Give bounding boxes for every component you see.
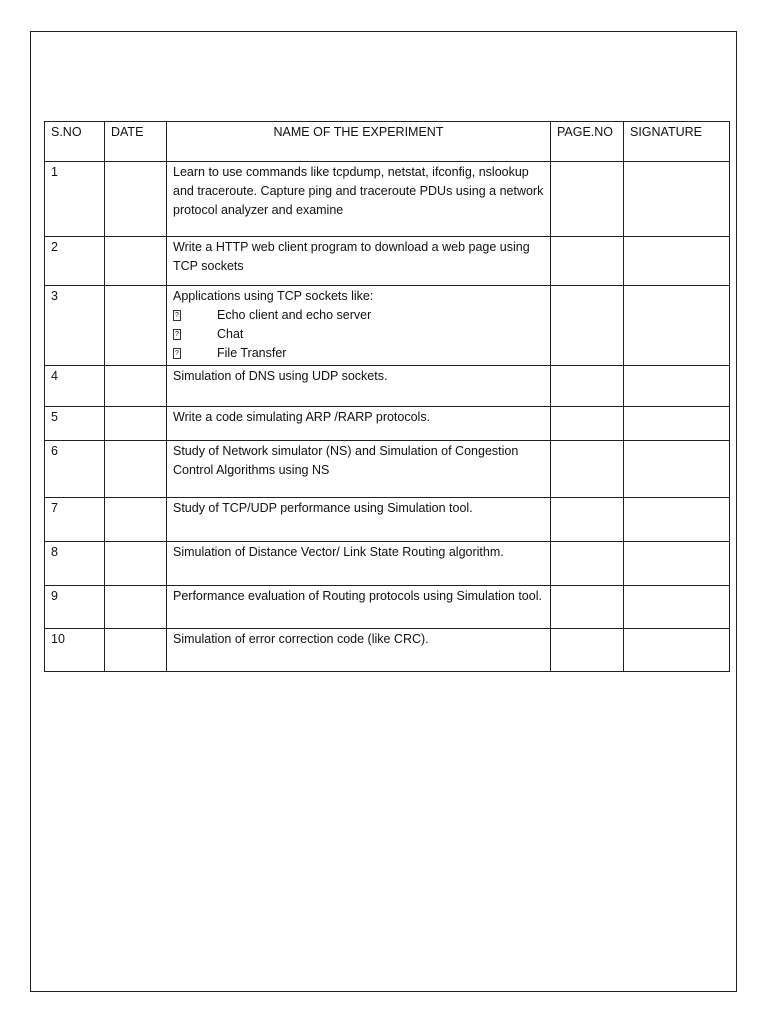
cell-signature: [624, 237, 730, 286]
table-row: [45, 407, 730, 441]
cell-sno: 5: [45, 407, 105, 441]
cell-page-no: [551, 286, 624, 366]
table-row: [45, 441, 730, 498]
cell-signature: [624, 629, 730, 672]
list-item: [173, 344, 544, 363]
cell-signature: [624, 586, 730, 629]
cell-page-no: [551, 441, 624, 498]
table-row: [45, 498, 730, 542]
table-row: [45, 162, 730, 237]
cell-signature: [624, 162, 730, 237]
header-sno: S.NO: [45, 122, 105, 162]
missing-glyph-icon: ?: [173, 310, 181, 321]
cell-signature: [624, 498, 730, 542]
cell-sno: 1: [45, 162, 105, 237]
cell-page-no: [551, 542, 624, 586]
cell-date: [105, 586, 167, 629]
cell-sno: 9: [45, 586, 105, 629]
cell-signature: [624, 441, 730, 498]
list-item-label: Echo client and echo server: [217, 308, 372, 322]
cell-sno: 10: [45, 629, 105, 672]
header-page-no: PAGE.NO: [551, 122, 624, 162]
table-header-row: [45, 122, 730, 162]
cell-signature: [624, 286, 730, 366]
cell-page-no: [551, 407, 624, 441]
cell-page-no: [551, 237, 624, 286]
cell-date: [105, 542, 167, 586]
cell-date: [105, 162, 167, 237]
cell-experiment: Simulation of Distance Vector/ Link State Routing algorithm.: [167, 542, 551, 586]
cell-sno: 3: [45, 286, 105, 366]
cell-experiment: Study of Network simulator (NS) and Simulation of Congestion Control Algorithms using NS: [167, 441, 551, 498]
cell-page-no: [551, 586, 624, 629]
cell-date: [105, 407, 167, 441]
cell-experiment: Simulation of DNS using UDP sockets.: [167, 366, 551, 407]
experiment-index-table: [44, 121, 730, 672]
cell-experiment: Simulation of error correction code (like CRC).: [167, 629, 551, 672]
cell-page-no: [551, 162, 624, 237]
table-row: [45, 237, 730, 286]
cell-page-no: [551, 498, 624, 542]
cell-signature: [624, 542, 730, 586]
cell-experiment: [167, 286, 551, 366]
table-row: [45, 629, 730, 672]
experiment-sub-list: [173, 306, 544, 363]
cell-experiment: Learn to use commands like tcpdump, netstat, ifconfig, nslookup and traceroute. Capture ping and traceroute PDUs using a network protocol analyzer and examine: [167, 162, 551, 237]
list-item-label: File Transfer: [217, 346, 287, 360]
list-item-label: Chat: [217, 327, 244, 341]
table-row: [45, 586, 730, 629]
cell-experiment: Performance evaluation of Routing protocols using Simulation tool.: [167, 586, 551, 629]
cell-page-no: [551, 366, 624, 407]
cell-experiment: Write a code simulating ARP /RARP protocols.: [167, 407, 551, 441]
table-row: [45, 366, 730, 407]
cell-sno: 7: [45, 498, 105, 542]
cell-signature: [624, 407, 730, 441]
cell-experiment: Write a HTTP web client program to download a web page using TCP sockets: [167, 237, 551, 286]
list-item: [173, 325, 544, 344]
cell-date: [105, 237, 167, 286]
cell-sno: 2: [45, 237, 105, 286]
missing-glyph-icon: ?: [173, 329, 181, 340]
list-item: [173, 306, 544, 325]
table-row: [45, 542, 730, 586]
cell-signature: [624, 366, 730, 407]
header-signature: SIGNATURE: [624, 122, 730, 162]
missing-glyph-icon: ?: [173, 348, 181, 359]
header-date: DATE: [105, 122, 167, 162]
cell-date: [105, 286, 167, 366]
cell-sno: 6: [45, 441, 105, 498]
cell-date: [105, 441, 167, 498]
cell-date: [105, 629, 167, 672]
cell-date: [105, 498, 167, 542]
experiment-intro: Applications using TCP sockets like:: [173, 289, 374, 303]
cell-page-no: [551, 629, 624, 672]
cell-sno: 4: [45, 366, 105, 407]
cell-experiment: Study of TCP/UDP performance using Simulation tool.: [167, 498, 551, 542]
cell-date: [105, 366, 167, 407]
table-row: [45, 286, 730, 366]
header-experiment-name: NAME OF THE EXPERIMENT: [167, 122, 551, 162]
cell-sno: 8: [45, 542, 105, 586]
